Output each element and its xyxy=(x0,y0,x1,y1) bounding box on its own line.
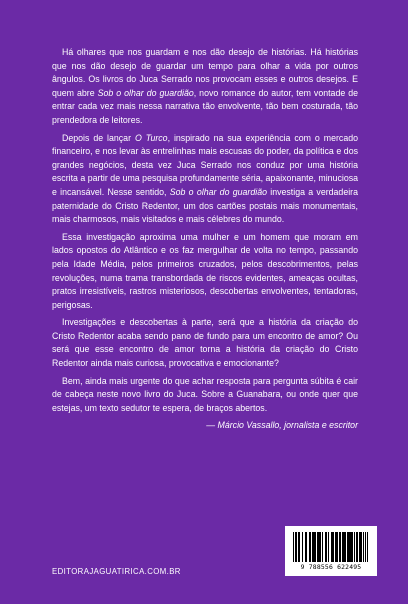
p4-seg-1: Investigações e descobertas à parte, será que a história da criação do Cristo Redentor acaba sendo pano de fundo para um encontro de amor? Ou será que esse encontro de amor torna a história da criação do Cristo Redentor ainda mais curiosa, provocativa e emocionante? xyxy=(52,317,358,369)
synopsis-text xyxy=(52,46,358,433)
paragraph-1 xyxy=(52,46,358,128)
paragraph-5 xyxy=(52,375,358,416)
barcode-space xyxy=(368,532,369,562)
p2-seg-3: , inspirado na sua experiência com o mercado financeiro, e nos levar às entrelinhas mais escusas do poder, da política e dos grandes negócios, desta vez Juca Serrado nos conduz por uma história escrita a partir de uma pesquisa profundamente séria, apaixonante, minuciosa e incansável. Nesse sentido, xyxy=(52,132,358,197)
signature: — Márcio Vassallo, jornalista e escritor xyxy=(206,420,358,431)
p3-seg-1: Essa investigação aproxima uma mulher e um homem que moram em lados opostos do Atlântico e os faz mergulhar de volta no tempo, passando pela Idade Média, pelos primeiros cruzados, pelos descobrimentos, pelas revoluções, numa trama transbordada de riscos evidentes, ameaças ocultas, pratos irresistíveis, rastros misteriosos, descobertas envolventes, tentadoras, perigosas. xyxy=(52,231,358,310)
p2-seg-5: investiga a verdadeira paternidade do Cristo Redentor, um dos cartões postais mais monumentais, mais charmosos, mais visitados e mais célebres do mundo. xyxy=(52,186,358,225)
paragraph-3 xyxy=(52,231,358,313)
paragraph-2 xyxy=(52,132,358,227)
p1-seg-3: , novo romance do autor, tem vontade de entrar cada vez mais nessa narrativa tão envolvente, tão bem costurada, tão prendedora de leitores. xyxy=(52,87,359,125)
p5-seg-1: Bem, ainda mais urgente do que achar resposta para pergunta súbita é cair de cabeça neste novo livro do Juca. Sobre a Guanabara, ou onde quer que estejas, um texto sedutor te espera, de braços abertos. xyxy=(52,375,358,413)
p1-book-title: Sob o olhar do guardião xyxy=(97,87,194,98)
publisher-website[interactable]: EDITORAJAGUATIRICA.COM.BR xyxy=(52,567,181,576)
paragraph-4 xyxy=(52,316,358,370)
p2-book-title-2: Sob o olhar do guardião xyxy=(169,186,267,197)
barcode-bars xyxy=(293,532,369,562)
p2-book-title: O Turco xyxy=(134,132,168,143)
p2-seg-1: Depois de lançar xyxy=(62,132,135,143)
p1-seg-1: Há olhares que nos guardam e nos dão desejo de histórias. Há histórias que nos dão desejo de guardar um tempo para olhar a vida por outros ângulos. Os livros do Juca Serrado nos provocam esses e outros desejos. E quem abre xyxy=(52,47,358,98)
isbn-barcode xyxy=(285,526,377,576)
barcode-digits: 9 788556 622495 xyxy=(300,563,362,571)
